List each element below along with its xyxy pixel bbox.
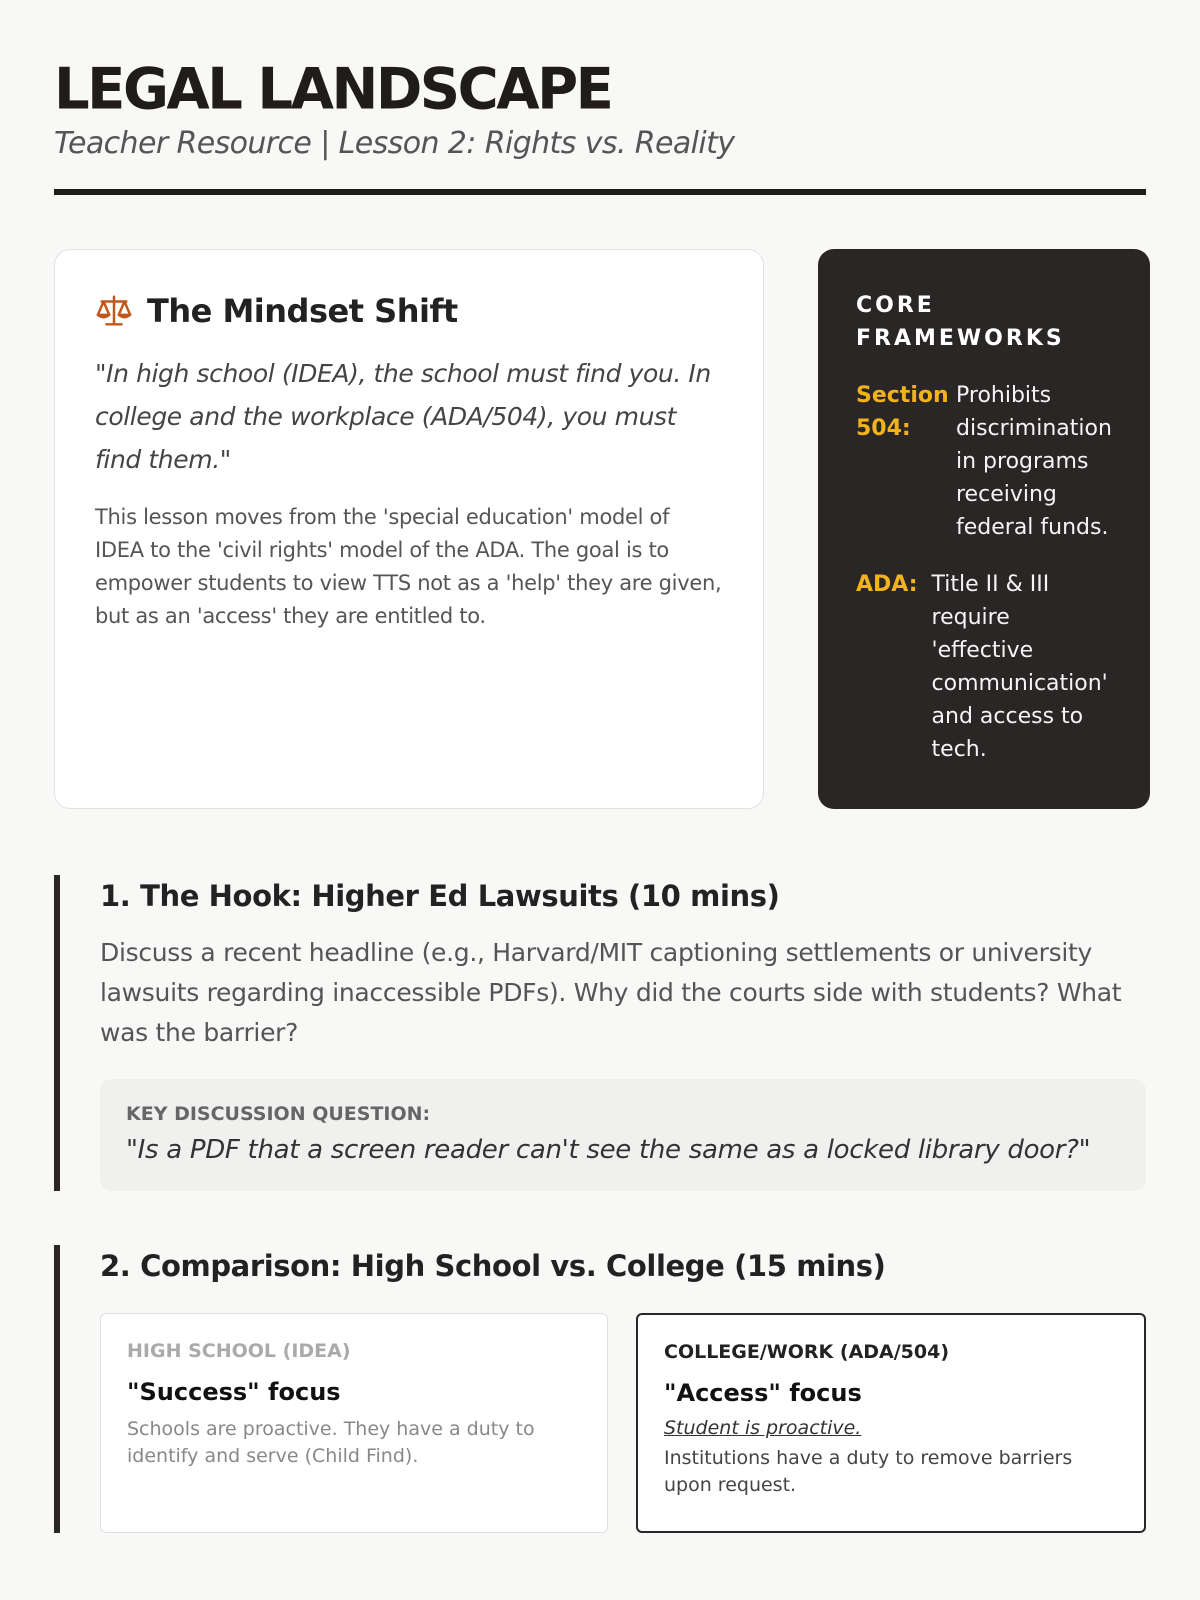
college-card bbox=[636, 1313, 1146, 1533]
header-divider bbox=[54, 189, 1146, 195]
framework-text: Title II & III require 'effective communication' and access to tech. bbox=[931, 572, 1108, 762]
framework-label: ADA: bbox=[856, 572, 918, 597]
card-description: Schools are proactive. They have a duty to identify and serve (Child Find). bbox=[127, 1418, 535, 1467]
mindset-card bbox=[54, 249, 764, 809]
hook-section bbox=[54, 875, 1146, 1191]
page-title: LEGAL LANDSCAPE bbox=[54, 56, 612, 123]
framework-item bbox=[856, 379, 1112, 544]
high-school-card bbox=[100, 1313, 608, 1533]
framework-label: Section 504: bbox=[856, 383, 949, 441]
hook-body: Discuss a recent headline (e.g., Harvard/MIT captioning settlements or university lawsuits regarding inaccessible PDFs). Why did the courts side with students? What was the barrier? bbox=[100, 938, 1122, 1047]
comparison-cards bbox=[100, 1313, 1146, 1533]
discussion-question-label: KEY DISCUSSION QUESTION: bbox=[126, 1103, 431, 1125]
card-note: Student is proactive. bbox=[664, 1417, 862, 1439]
hook-title: 1. The Hook: Higher Ed Lawsuits (10 mins) bbox=[100, 879, 780, 913]
card-label: COLLEGE/WORK (ADA/504) bbox=[664, 1341, 950, 1363]
card-description: Institutions have a duty to remove barriers upon request. bbox=[664, 1447, 1073, 1496]
card-focus: "Success" focus bbox=[127, 1378, 341, 1406]
mindset-quote: "In high school (IDEA), the school must find you. In college and the workplace (ADA/504), you must find them." bbox=[95, 359, 711, 474]
mindset-title: The Mindset Shift bbox=[147, 292, 458, 330]
core-frameworks-title: CORE FRAMEWORKS bbox=[856, 293, 1065, 351]
top-row bbox=[54, 249, 1146, 809]
page-subtitle: Teacher Resource | Lesson 2: Rights vs. Reality bbox=[54, 126, 735, 161]
scale-icon bbox=[95, 292, 133, 330]
header bbox=[54, 0, 1146, 195]
card-label: HIGH SCHOOL (IDEA) bbox=[127, 1340, 351, 1362]
framework-item bbox=[856, 568, 1112, 766]
mindset-header bbox=[95, 292, 723, 330]
comparison-title: 2. Comparison: High School vs. College (15 mins) bbox=[100, 1249, 886, 1283]
framework-text: Prohibits discrimination in programs receiving federal funds. bbox=[956, 383, 1112, 540]
card-focus: "Access" focus bbox=[664, 1379, 862, 1407]
discussion-question-box bbox=[100, 1079, 1146, 1191]
core-frameworks-card bbox=[818, 249, 1150, 809]
comparison-section bbox=[54, 1245, 1146, 1533]
mindset-body: This lesson moves from the 'special education' model of IDEA to the 'civil rights' model of the ADA. The goal is to empower students to view TTS not as a 'help' they are given, but as an 'access' they are entitled to. bbox=[95, 505, 722, 628]
discussion-question-text: "Is a PDF that a screen reader can't see the same as a locked library door?" bbox=[126, 1135, 1091, 1165]
